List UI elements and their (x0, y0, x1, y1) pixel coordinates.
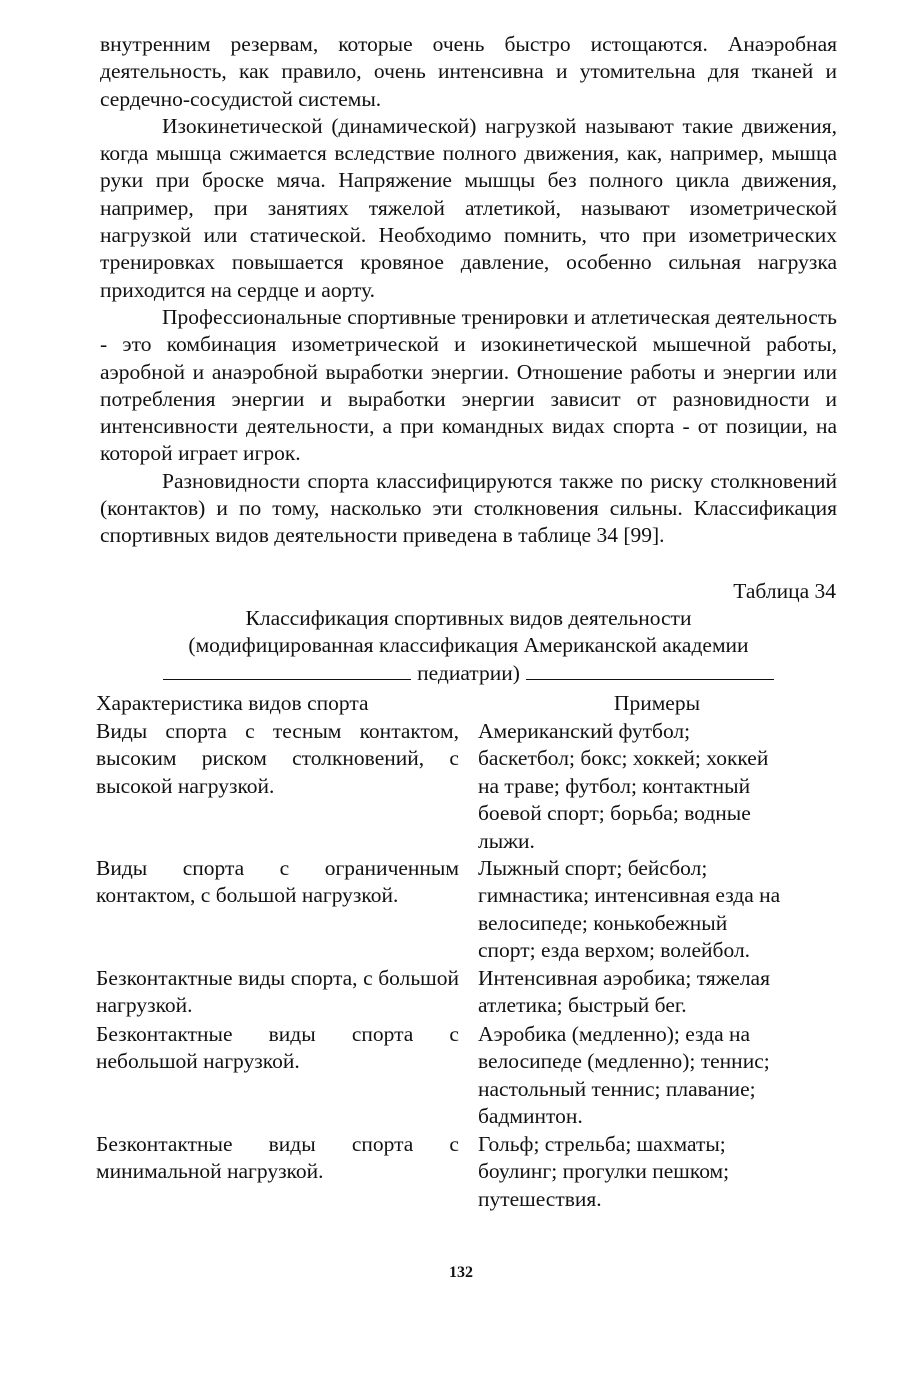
paragraph-isokinetic: Изокинетической (динамической) нагрузкой называют такие движения, когда мышца сжимается вследствие полного движения, как, например, мышца руки при броске мяча. Напряжение мышцы без полного цикла движения, например, при занятиях тяжелой атлетикой, называют изометрической нагрузкой или статической. Необходимо помнить, что при изометрических тренировках повышается кровяное давление, особенно сильная нагрузка приходится на сердце и аорту. (100, 113, 837, 302)
example-line: Аэробика (медленно); езда на (477, 1021, 751, 1046)
paragraph-sport-classification: Разновидности спорта классифицируются также по риску столкновений (контактов) и по тому, насколько эти столкновения сильны. Классификация спортивных видов деятельности приведена в таблице 34 [99]. (100, 468, 837, 548)
row-characteristic: Безконтактные виды спорта с минимальной нагрузкой. (96, 1131, 459, 1183)
example-line: бадминтон. (477, 1104, 583, 1128)
table-caption (100, 605, 837, 687)
caption-underline-right (526, 659, 774, 680)
paragraph-professional-training: Профессиональные спортивные тренировки и атлетическая деятельность - это комбинация изометрической и изокинетической мышечной работы, аэробной и анаэробной выработки энергии. Отношение работы и энергии или потребления энергии и выработки энергии зависит от разновидности и интенсивности деятельности, а при командных видах спорта - от позиции, на которой играет игрок. (100, 304, 837, 466)
example-line: боевой спорт; борьба; водные (477, 801, 751, 825)
example-line: велосипеде (медленно); теннис; (477, 1049, 770, 1073)
example-line: велосипеде; конькобежный (477, 910, 728, 935)
row-examples (478, 965, 836, 1021)
caption-line-2: (модифицированная классификация Американской академии (188, 633, 749, 657)
example-line: Американский футбол; (477, 718, 691, 743)
example-line: Гольф; стрельба; шахматы; (477, 1131, 726, 1156)
row-characteristic: Виды спорта с ограниченным контактом, с большой нагрузкой. (96, 855, 459, 907)
caption-line-1: Классификация спортивных видов деятельности (245, 606, 692, 630)
table-row (96, 855, 836, 965)
table-row (96, 1131, 836, 1213)
row-examples (478, 1021, 836, 1131)
paragraph-continued: внутренним резервам, которые очень быстро истощаются. Анаэробная деятельность, как правило, очень интенсивна и утомительна для тканей и сердечно-сосудистой системы. (100, 32, 837, 111)
caption-underline-left (163, 659, 411, 680)
table-number: Таблица 34 (733, 579, 836, 603)
example-line: атлетика; быстрый бег. (477, 993, 687, 1017)
caption-line-3 (100, 659, 837, 687)
example-line: гимнастика; интенсивная езда на (477, 883, 781, 907)
example-line: путешествия. (477, 1186, 602, 1211)
example-line: на траве; футбол; контактный (477, 773, 751, 798)
header-characteristic: Характеристика видов спорта (96, 691, 369, 715)
caption-line-3-text: педиатрии) (417, 661, 520, 685)
header-examples: Примеры (613, 691, 701, 715)
row-characteristic: Виды спорта с тесным контактом, высоким риском столкновений, с высокой нагрузкой. (96, 718, 459, 798)
row-examples (478, 718, 836, 855)
table-row (96, 965, 836, 1021)
table-row (96, 1021, 836, 1131)
body-text (100, 31, 837, 550)
row-characteristic: Безконтактные виды спорта с небольшой нагрузкой. (96, 1021, 459, 1073)
example-line: баскетбол; бокс; хоккей; хоккей (477, 746, 769, 770)
classification-table (96, 690, 836, 1213)
example-line: Интенсивная аэробика; тяжелая (477, 965, 770, 990)
example-line: спорт; езда верхом; волейбол. (477, 938, 751, 962)
table-row (96, 718, 836, 855)
example-line: Лыжный спорт; бейсбол; (477, 855, 708, 880)
example-line: настольный теннис; плавание; (477, 1076, 756, 1101)
page-number: 132 (449, 1264, 473, 1281)
example-line: лыжи. (477, 828, 535, 853)
row-examples (478, 1131, 836, 1213)
row-characteristic: Безконтактные виды спорта, с большой нагрузкой. (96, 965, 459, 1017)
table-header-row (96, 690, 836, 718)
row-examples (478, 855, 836, 965)
example-line: боулинг; прогулки пешком; (477, 1159, 730, 1183)
